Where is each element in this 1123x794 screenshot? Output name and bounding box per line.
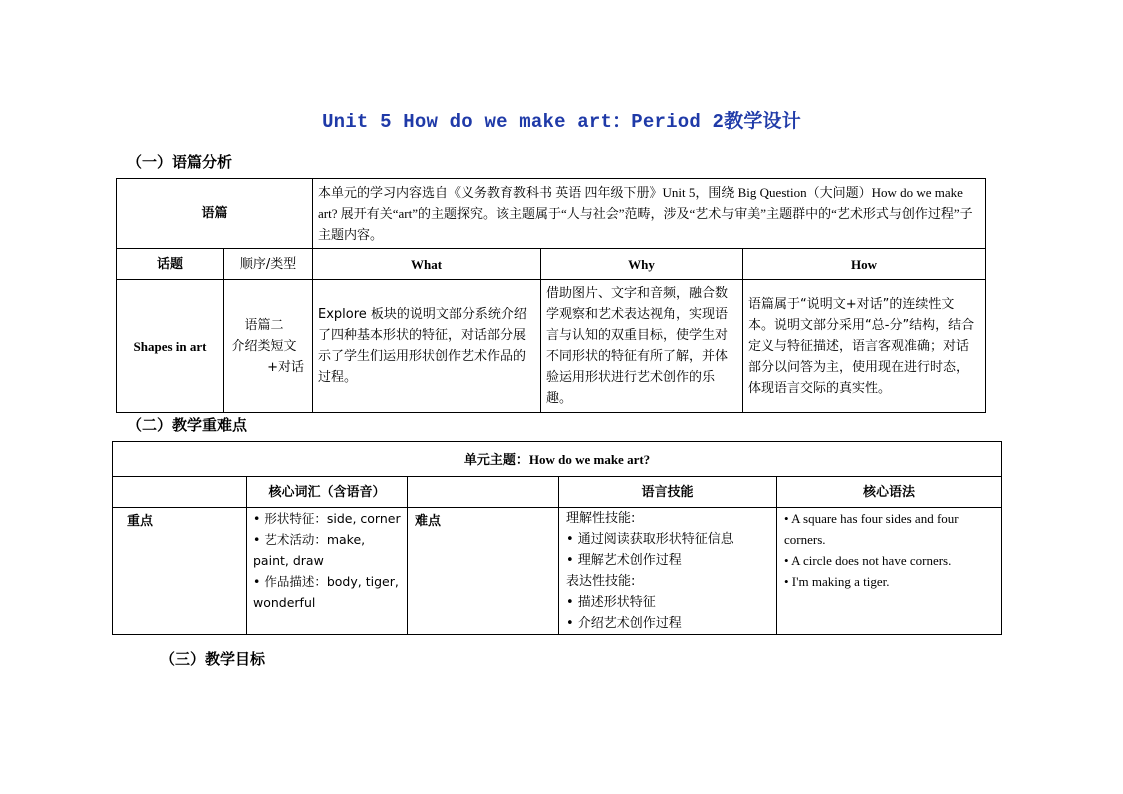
title-en: Unit 5 How do we make art：Period 2: [322, 111, 725, 133]
empty-cell: [113, 477, 247, 508]
vocab-item: • 作品描述：body, tiger, wonderful: [253, 574, 399, 610]
grammar-cell: [777, 508, 1002, 635]
order-line: 介绍类短文: [231, 338, 297, 354]
skills-cell: [559, 508, 777, 635]
difficult-point-label: 难点: [408, 508, 559, 635]
section-heading-key-points: （二）教学重难点: [127, 416, 248, 434]
header-order-type: 顺序/类型: [224, 249, 313, 280]
grammar-item: • A square has four sides and four corners.: [784, 511, 959, 547]
skills-line: • 理解艺术创作过程: [566, 553, 682, 568]
table-row: [117, 179, 986, 249]
skills-line: • 介绍艺术创作过程: [566, 616, 682, 631]
skills-line: 表达性技能:: [566, 574, 636, 589]
key-points-table: [112, 441, 1002, 635]
order-line: 语篇二: [244, 317, 284, 333]
table-row: [113, 508, 1002, 635]
vocab-item: • 艺术活动：make, paint, draw: [253, 532, 366, 568]
section-heading-text-analysis: （一）语篇分析: [127, 153, 233, 171]
grammar-item: • I'm making a tiger.: [784, 574, 890, 589]
empty-cell: [408, 477, 559, 508]
unit-theme-cell: 单元主题：How do we make art?: [113, 442, 1002, 477]
why-cell: 借助图片、文字和音频，融合数学观察和艺术表达视角，实现语言与认知的双重目标，使学生对不同形状的特征有所了解，并体验运用形状进行艺术创作的乐趣。: [541, 280, 743, 413]
header-why: Why: [541, 249, 743, 280]
skills-line: • 通过阅读获取形状特征信息: [566, 532, 734, 547]
text-analysis-table: [116, 178, 986, 413]
section-heading-teaching-goals: （三）教学目标: [160, 650, 266, 668]
vocab-item: • 形状特征：side, corner: [253, 511, 401, 526]
what-cell: Explore 板块的说明文部分系统介绍了四种基本形状的特征，对话部分展示了学生们运用形状创作艺术作品的过程。: [313, 280, 541, 413]
table-row: [113, 442, 1002, 477]
header-core-grammar: 核心语法: [777, 477, 1002, 508]
table-header-row: [117, 249, 986, 280]
document-title: [0, 106, 1123, 133]
header-core-vocab: 核心词汇（含语音）: [247, 477, 408, 508]
header-what: What: [313, 249, 541, 280]
order-line: +对话: [267, 359, 305, 375]
order-type-cell: [224, 280, 313, 413]
text-description-cell: 本单元的学习内容选自《义务教育教科书 英语 四年级下册》Unit 5，围绕 Big Question（大问题）How do we make art? 展开有关“art”的主题探究。该主题属于“人与社会”范畴，涉及“艺术与审美”主题群中的“艺术形式与创作过程”子主题内容。: [313, 179, 986, 249]
key-point-label: 重点: [113, 508, 247, 635]
skills-line: 理解性技能:: [566, 511, 636, 526]
skills-line: • 描述形状特征: [566, 595, 656, 610]
table-row: [117, 280, 986, 413]
how-cell: 语篇属于“说明文+对话”的连续性文本。说明文部分采用“总-分”结构，结合定义与特征描述，语言客观准确；对话部分以问答为主，使用现在进行时态，体现语言交际的真实性。: [743, 280, 986, 413]
text-label-cell: 语篇: [117, 179, 313, 249]
header-language-skills: 语言技能: [559, 477, 777, 508]
vocab-cell: [247, 508, 408, 635]
header-topic: 话题: [117, 249, 224, 280]
table-header-row: [113, 477, 1002, 508]
grammar-item: • A circle does not have corners.: [784, 553, 952, 568]
header-how: How: [743, 249, 986, 280]
topic-cell: Shapes in art: [117, 280, 224, 413]
title-cn: 教学设计: [724, 110, 801, 132]
